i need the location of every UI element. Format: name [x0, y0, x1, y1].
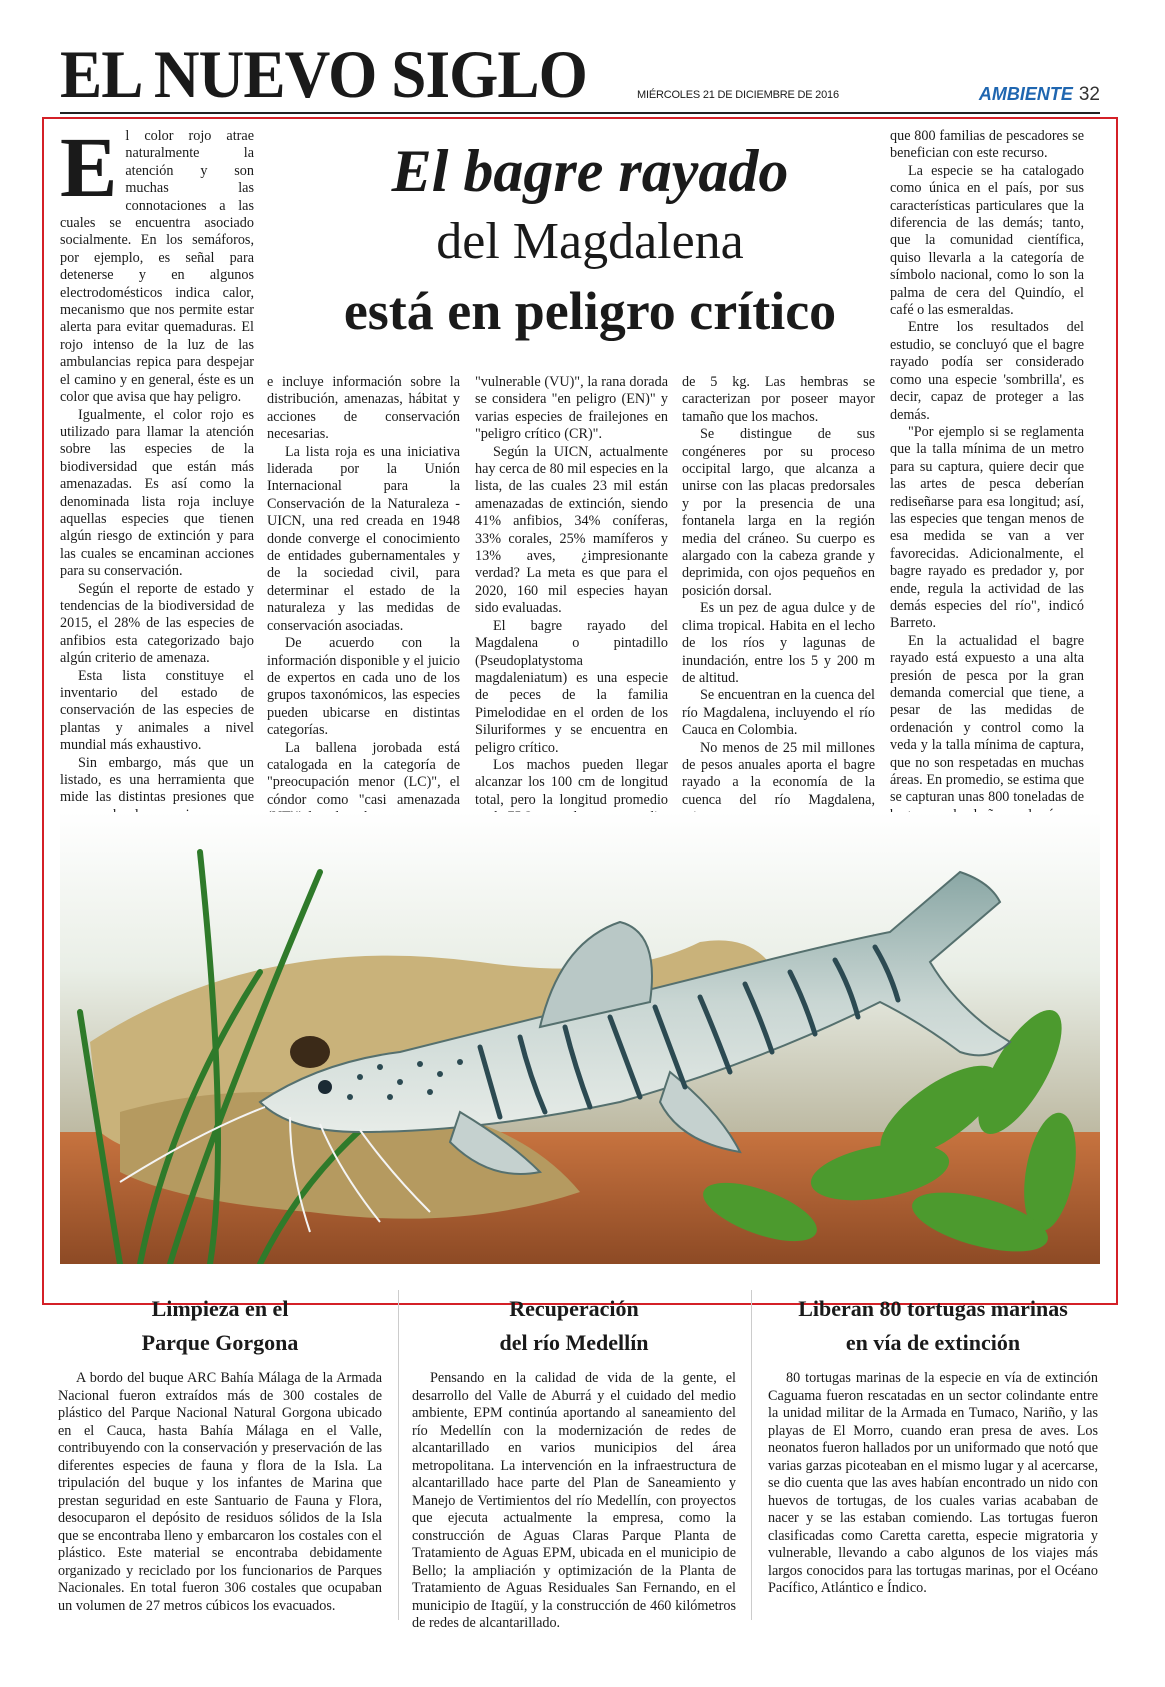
section-name: AMBIENTE — [978, 84, 1073, 104]
brief-title-line-2: Parque Gorgona — [141, 1330, 299, 1355]
paragraph: Esta lista constituye el inventario del estado de conservación de las especies de plantas y animales a nivel mundial más exhaustivo. — [60, 667, 254, 754]
paragraph: "vulnerable (VU)", la rana dorada se considera "en peligro (EN)" y varias especies de frailejones en "peligro crítico (CR)". — [475, 374, 668, 443]
article-column-4 — [682, 374, 875, 827]
paragraph: La lista roja es una iniciativa liderada por la Unión Internacional para la Conservación de la Naturaleza -UICN, una red creada en 1948 donde converge el conocimiento de entidades gubernamentales y de la sociedad civil, para determinar el estado de la naturaleza y las medidas de conservación asociadas. — [267, 443, 460, 634]
paragraph: No menos de 25 mil millones de pesos anuales aporta el bagre rayado a la economía de la cuenca del río Magdalena, — [682, 739, 875, 808]
brief-title-line-2: en vía de extinción — [845, 1330, 1021, 1355]
paragraph: de 5 kg. Las hembras se caracterizan por poseer mayor tamaño que los machos. — [682, 374, 875, 425]
page-number: 32 — [1078, 84, 1100, 105]
brief-title — [768, 1292, 1098, 1360]
paragraph: Los machos pueden llegar alcanzar los 100 cm de longitud total, pero la longitud promedio — [475, 756, 668, 808]
newspaper-logo: EL NUEVO SIGLO — [60, 36, 587, 112]
masthead-rule — [60, 112, 1100, 114]
paragraph: Sin embargo, más que un listado, es una herramienta que mide las distintas presiones que — [60, 754, 254, 806]
paragraph: Se encuentran en la cuenca del río Magdalena, incluyendo el río Cauca en Colombia. — [682, 687, 875, 739]
headline-line-2: del Magdalena — [436, 213, 744, 270]
brief-tortugas — [768, 1292, 1098, 1598]
paragraph: "Por ejemplo si se reglamenta que la talla mínima de un metro para su captura, quiere decir que las artes de pesca deberían rediseñarse para esa longitud; así, las especies que tengan menos de esa medida se van a ver favorecidas. Adicionalmente, el bagre rayado es predador y, por ende, regula la actividad de las demás especies del río", indicó Barreto. — [890, 423, 1084, 632]
article-column-1 — [60, 119, 254, 824]
article-headline — [280, 135, 900, 345]
paragraph: La especie se ha catalogado como única en el país, por sus características particulares que la diferencia de las demás; tanto, que la comunidad científica, quiso llevarla a la categoría de símbolo nacional, como lo son la palma de cera del Quindío, el café o las esmeraldas. — [890, 162, 1084, 319]
masthead — [60, 36, 1100, 112]
catfish-photo — [60, 812, 1100, 1264]
paragraph: El bagre rayado del Magdalena o pintadillo (Pseudoplatystoma magdaleniatum) es una especie de peces de la familia Pimelodidae en el orden de los Siluriformes y se encuentra en peligro crítico. — [475, 617, 668, 756]
catfish-illustration — [60, 812, 1100, 1264]
paragraph: En la actualidad el bagre rayado está expuesto a una alta presión de pesca por la gran demanda comercial que tiene, a pesar de las medidas de ordenación y control como la veda y la talla mínima de captura, que no son respetadas en muchas áreas. En promedio, se estima que se capturan unas 800 toneladas de — [890, 632, 1084, 806]
headline-line-1: El bagre rayado — [391, 138, 789, 204]
brief-title-line-2: del río Medellín — [499, 1330, 649, 1355]
drop-cap: E — [60, 119, 118, 215]
paragraph: Se distingue de sus congéneres por su proceso occipital largo, que alcanza a unirse con las placas predorsales y por la presencia de una fontanela larga en la región media del cráneo. Su cuerpo es alargado con la cabeza grande y deprimida, con ojos pequeños en posición dorsal. — [682, 426, 875, 599]
paragraph: Es un pez de agua dulce y de clima tropical. Habita en el lecho de los ríos y lagunas de inundación, entre los 5 y 200 m de altitud. — [682, 600, 875, 686]
brief-title-line-1: Liberan 80 tortugas marinas — [798, 1296, 1068, 1321]
brief-medellin — [412, 1292, 736, 1633]
brief-title — [412, 1292, 736, 1360]
paragraph: Según el reporte de estado y tendencias de la biodiversidad de 2015, el 28% de las especies de anfibios esta categorizado bajo algún criterio de amenaza. — [60, 580, 254, 667]
paragraph: La ballena jorobada está catalogada en la categoría de "preocupación menor (LC)", el cóndor como "casi amenazada — [267, 739, 460, 808]
paragraph: e incluye información sobre la distribución, amenazas, hábitat y acciones de conservación necesarias. — [267, 374, 460, 443]
brief-title-line-1: Recuperación — [509, 1296, 639, 1321]
paragraph: que 800 familias de pescadores se benefician con este recurso. — [890, 128, 1084, 162]
headline-line-3: está en peligro crítico — [343, 281, 837, 341]
paragraph: Según la UICN, actualmente hay cerca de 80 mil especies en la lista, de las cuales 23 mil están amenazadas de extinción, siendo 41% anfibios, 34% coníferas, 33% corales, 25% mamíferos y 13% aves, ¿impresionante verdad? La meta es que para el 2020, 160 mil especies hayan sido evaluadas. — [475, 443, 668, 617]
section-label — [979, 84, 1100, 106]
paragraph: De acuerdo con la información disponible y el juicio de expertos en cada uno de los grupos taxonómicos, las especies pueden ubicarse en distintas categorías. — [267, 635, 460, 739]
brief-text: 80 tortugas marinas de la especie en vía de extinción Caguama fueron rescatadas en un sector colindante entre la unidad militar de la Armada en Tumaco, Nariño, y las playas de El Morro, cuando eran presa de aves. Los neonatos fueron hallados por un uniformado que notó que varias garzas picoteaban en el mismo lugar y al acercarse, se dio cuenta que las aves habían encontrado un nido con huevos de tortugas, de los cuales varias acababan de nacer y se las estaban comiendo. Las tortugas fueron clasificadas como Caretta caretta, especie migratoria y vulnerable, llevando a cabo algunos de los viajes más largos conocidos para las tortugas marinas, por el Océano Pacífico, Atlántico e Índico. — [768, 1370, 1098, 1596]
column-divider — [398, 1290, 399, 1620]
brief-title — [58, 1292, 382, 1360]
paragraph: l color rojo atrae naturalmente la atención y son muchas las connotaciones a las cuales se encuentra asociado socialmente. En los semáforos, por ejemplo, es señal para detenerse y en algunos electrodomésticos indica calor, mecanismo que nos permite estar alerta para evitar quemaduras. El rojo intenso de la luz de las ambulancias repica para despejar el camino y en general, éste es un color que avisa que hay peligro. — [60, 128, 254, 406]
brief-text: Pensando en la calidad de vida de la gente, el desarrollo del Valle de Aburrá y el cuidado del medio ambiente, EPM continúa aportando al saneamiento del río Medellín con la modernización de redes de alcantarillado en varios municipios del área metropolitana. La intervención en la infraestructura de alcantarillado hace parte del Plan de Saneamiento y Manejo de Vertimientos del río Medellín, con proyectos que ejecuta actualmente la empresa, como la construcción de Aguas Claras Parque Planta de Tratamiento de Aguas EPM, ubicada en el municipio de Bello; la ampliación y optimización de la Planta de Tratamiento de Aguas Residuales San Fernando, en el municipio de Itagüí, y la construcción de 460 kilómetros de redes de alcantarillado. — [412, 1370, 736, 1631]
brief-text: A bordo del buque ARC Bahía Málaga de la Armada Nacional fueron extraídos más de 300 costales de plástico del Parque Nacional Natural Gorgona ubicado en el Cauca, hasta Bahía Málaga en el Valle, contribuyendo con la conservación y preservación de las diferentes especies de fauna y flora de la Isla. La tripulación del buque y los infantes de Marina que prestan seguridad en este Santuario de Fauna y Flora, desocuparon el depósito de residuos sólidos de la Isla que se encontraba lleno y embarcaron los costales con el plástico. Este material se encontraba debidamente organizado y reciclado por los funcionarios de Parques Nacionales. En total fueron 306 costales que ocupaban un volumen de 27 metros cúbicos los evacuados. — [58, 1370, 382, 1614]
paragraph: Igualmente, el color rojo es utilizado para llamar la atención sobre las especies de la biodiversidad que están más amenazadas. Es así como la denominada lista roja incluye aquellas especies que tienen algún riesgo de extinción y para las cuales se encaminan acciones para su conservación. — [60, 406, 254, 580]
brief-gorgona — [58, 1292, 382, 1615]
article-column-5 — [890, 128, 1084, 824]
article-column-3 — [475, 374, 668, 827]
article-column-2 — [267, 374, 460, 827]
paragraph: Entre los resultados del estudio, se concluyó que el bagre rayado podía ser considerado como una especie 'sombrilla', es decir, capaz de proteger a las demás. — [890, 319, 1084, 423]
issue-date: MIÉRCOLES 21 DE DICIEMBRE DE 2016 — [637, 89, 839, 101]
brief-title-line-1: Limpieza en el — [151, 1296, 289, 1321]
column-divider — [751, 1290, 752, 1620]
